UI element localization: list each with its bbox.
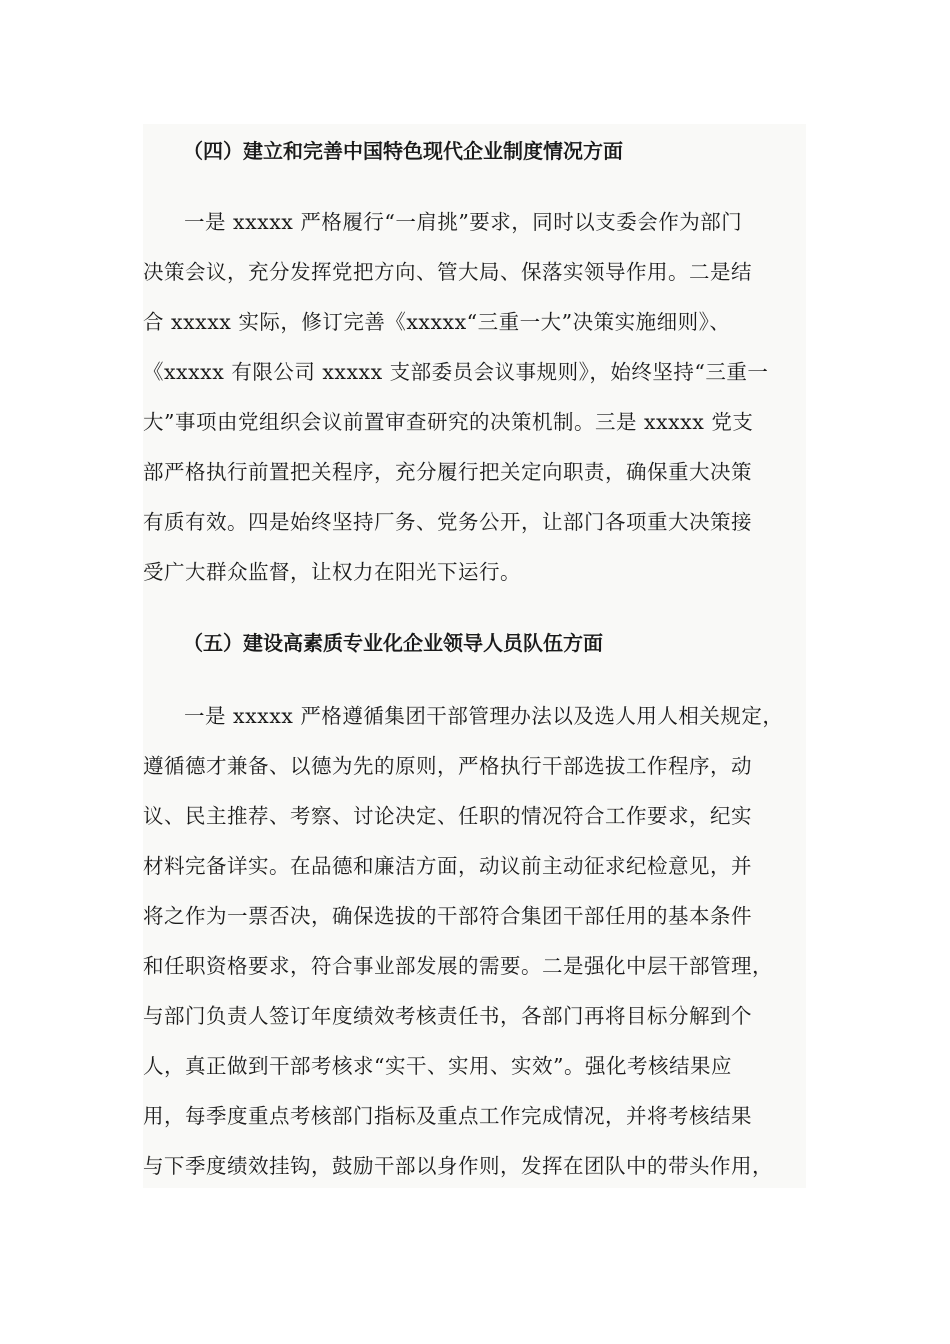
- paragraph-line: 议、民主推荐、考察、讨论决定、任职的情况符合工作要求，纪实: [143, 804, 752, 828]
- paragraph-line: 遵循德才兼备、以德为先的原则，严格执行干部选拔工作程序，动: [143, 754, 752, 778]
- paragraph-line: 大”事项由党组织会议前置审查研究的决策机制。三是 xxxxx 党支: [143, 410, 754, 434]
- document-page: [143, 124, 806, 1188]
- paragraph-line: 一是 xxxxx 严格遵循集团干部管理办法以及选人用人相关规定，: [184, 704, 784, 728]
- paragraph-line: 材料完备详实。在品德和廉洁方面，动议前主动征求纪检意见，并: [143, 854, 752, 878]
- paragraph-line: 用，每季度重点考核部门指标及重点工作完成情况，并将考核结果: [143, 1104, 752, 1128]
- paragraph-line: 与下季度绩效挂钩，鼓励干部以身作则，发挥在团队中的带头作用，: [143, 1154, 773, 1178]
- paragraph-line: 将之作为一票否决，确保选拔的干部符合集团干部任用的基本条件: [143, 904, 752, 928]
- paragraph-line: 人，真正做到干部考核求“实干、实用、实效”。强化考核结果应: [143, 1054, 732, 1078]
- paragraph-line: 受广大群众监督，让权力在阳光下运行。: [143, 560, 521, 584]
- section-paragraph-4: [143, 197, 806, 597]
- section-heading-5: （五）建设高素质专业化企业领导人员队伍方面: [183, 631, 603, 655]
- paragraph-line: 决策会议，充分发挥党把方向、管大局、保落实领导作用。二是结: [143, 260, 752, 284]
- paragraph-line: 部严格执行前置把关程序，充分履行把关定向职责，确保重大决策: [143, 460, 752, 484]
- paragraph-line: 与部门负责人签订年度绩效考核责任书，各部门再将目标分解到个: [143, 1004, 752, 1028]
- section-heading-4: （四）建立和完善中国特色现代企业制度情况方面: [183, 139, 623, 163]
- paragraph-line: 《xxxxx 有限公司 xxxxx 支部委员会议事规则》，始终坚持“三重一: [143, 360, 769, 384]
- paragraph-line: 有质有效。四是始终坚持厂务、党务公开，让部门各项重大决策接: [143, 510, 752, 534]
- section-paragraph-5: [143, 691, 806, 1191]
- paragraph-line: 一是 xxxxx 严格履行“一肩挑”要求，同时以支委会作为部门: [184, 210, 743, 234]
- paragraph-line: 和任职资格要求，符合事业部发展的需要。二是强化中层干部管理，: [143, 954, 773, 978]
- paragraph-line: 合 xxxxx 实际，修订完善《xxxxx“三重一大”决策实施细则》、: [143, 310, 731, 334]
